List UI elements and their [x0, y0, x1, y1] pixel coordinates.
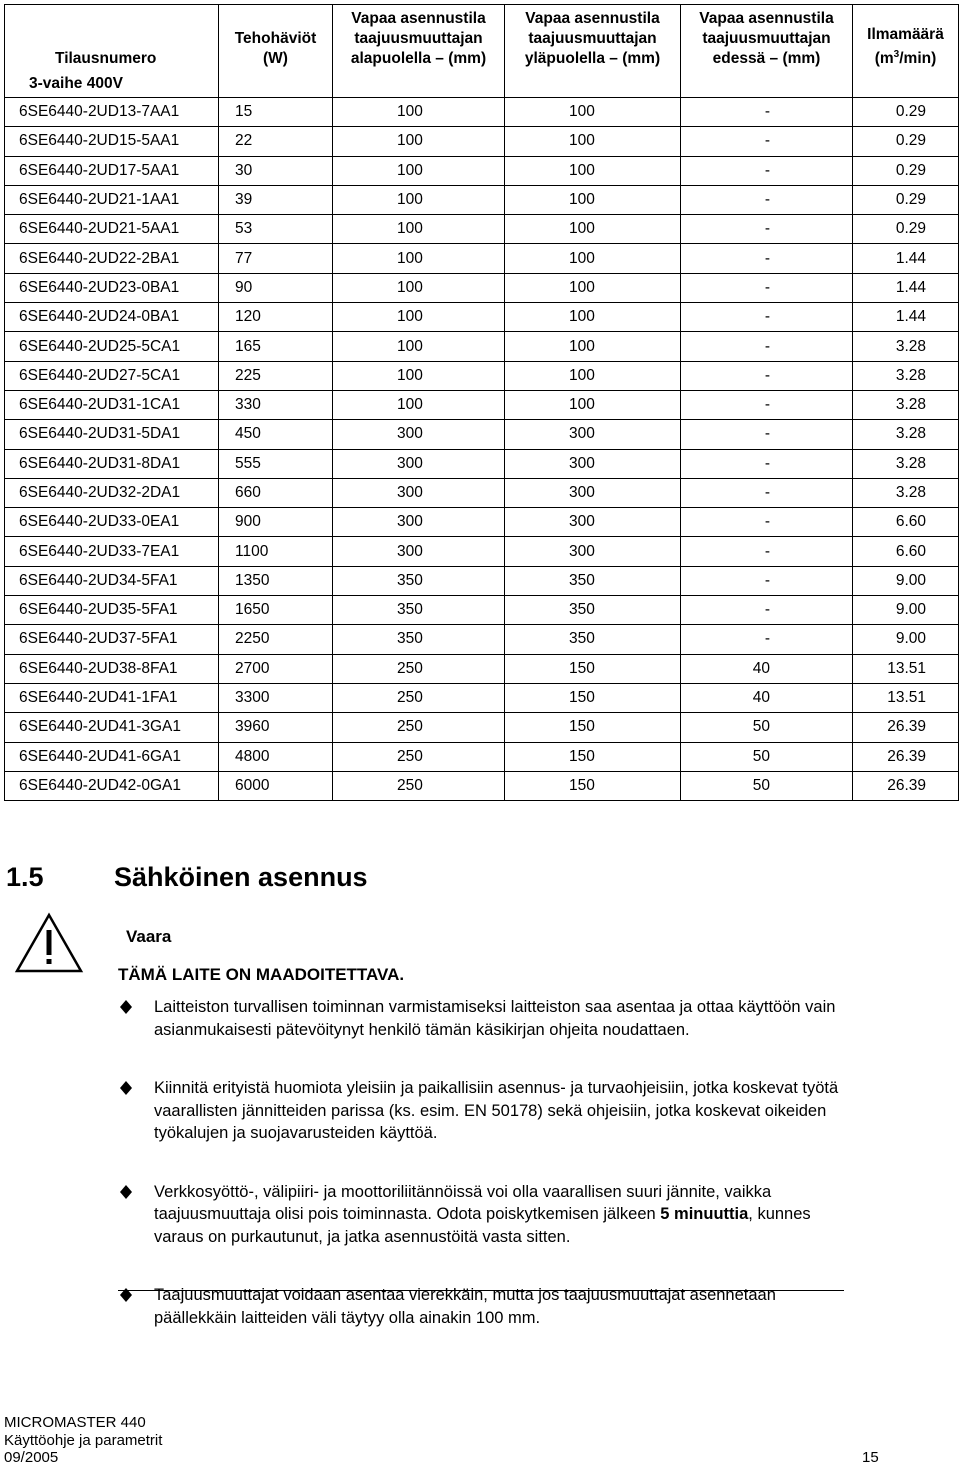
clearance-below-cell: 100 — [333, 215, 505, 244]
clearance-front-cell: - — [681, 332, 853, 361]
order-number-cell: 6SE6440-2UD32-2DA1 — [5, 478, 219, 507]
table-row — [5, 215, 959, 244]
clearance-front-cell: - — [681, 361, 853, 390]
list-item: Kiinnitä erityistä huomiota yleisiin ja paikallisiin asennus- ja turvaohjeisiin, jotka koskevat työtä vaarallisten jännitteiden parissa (ks. esim. EN 50178) sekä ohjeisiin, jotka koskevat oikeiden työkalujen ja suojavarusteiden käyttöä. — [120, 1077, 840, 1145]
header-power-loss: Tehohäviöt (W) — [219, 5, 333, 72]
clearance-front-cell: 50 — [681, 742, 853, 771]
power-loss-cell: 330 — [219, 390, 333, 419]
section-heading — [6, 862, 368, 893]
air-flow-cell: 26.39 — [853, 771, 959, 800]
clearance-front-cell: - — [681, 390, 853, 419]
air-flow-cell: 9.00 — [853, 566, 959, 595]
air-flow-cell: 9.00 — [853, 596, 959, 625]
list-item: Laitteiston turvallisen toiminnan varmistamiseksi laitteiston saa asentaa ja ottaa käyttöön vain asianmukaisesti pätevöitynyt henkilö tämän käsikirjan ohjeita noudattaen. — [120, 996, 840, 1041]
clearance-below-cell: 300 — [333, 537, 505, 566]
list-item: Verkkosyöttö-, välipiiri- ja moottoriliitännöissä voi olla vaarallisen suuri jännite, vaikka taajuusmuuttaja olisi pois toiminnasta. Odota poiskytkemisen jälkeen 5 minuuttia, kunnes varaus on purkautunut, ja jatka asennustöitä vasta sitten. — [120, 1181, 840, 1249]
order-number-cell: 6SE6440-2UD41-1FA1 — [5, 683, 219, 712]
clearance-below-cell: 300 — [333, 508, 505, 537]
power-loss-cell: 1350 — [219, 566, 333, 595]
power-loss-cell: 1650 — [219, 596, 333, 625]
power-loss-cell: 900 — [219, 508, 333, 537]
clearance-below-cell: 250 — [333, 683, 505, 712]
table-row — [5, 537, 959, 566]
power-loss-cell: 39 — [219, 185, 333, 214]
footer-product: MICROMASTER 440 — [4, 1414, 146, 1431]
power-loss-cell: 2250 — [219, 625, 333, 654]
air-flow-cell: 3.28 — [853, 478, 959, 507]
clearance-front-cell: - — [681, 127, 853, 156]
clearance-front-cell: - — [681, 215, 853, 244]
clearance-above-cell: 350 — [505, 566, 681, 595]
order-number-cell: 6SE6440-2UD37-5FA1 — [5, 625, 219, 654]
air-flow-cell: 26.39 — [853, 742, 959, 771]
clearance-front-cell: - — [681, 596, 853, 625]
clearance-below-cell: 100 — [333, 361, 505, 390]
order-number-cell: 6SE6440-2UD41-6GA1 — [5, 742, 219, 771]
table-row — [5, 596, 959, 625]
table-row — [5, 244, 959, 273]
table-row — [5, 478, 959, 507]
air-flow-cell: 0.29 — [853, 185, 959, 214]
power-loss-cell: 30 — [219, 156, 333, 185]
clearance-above-cell: 100 — [505, 303, 681, 332]
order-number-cell: 6SE6440-2UD27-5CA1 — [5, 361, 219, 390]
power-loss-cell: 15 — [219, 98, 333, 127]
table-row — [5, 98, 959, 127]
table-row — [5, 654, 959, 683]
clearance-front-cell: - — [681, 185, 853, 214]
order-number-cell: 6SE6440-2UD15-5AA1 — [5, 127, 219, 156]
clearance-front-cell: - — [681, 625, 853, 654]
clearance-above-cell: 100 — [505, 332, 681, 361]
clearance-above-cell: 150 — [505, 654, 681, 683]
clearance-above-cell: 150 — [505, 683, 681, 712]
power-loss-cell: 555 — [219, 449, 333, 478]
clearance-below-cell: 300 — [333, 420, 505, 449]
power-loss-cell: 90 — [219, 273, 333, 302]
order-number-cell: 6SE6440-2UD33-7EA1 — [5, 537, 219, 566]
diamond-bullet-icon — [120, 1081, 132, 1095]
air-flow-cell: 0.29 — [853, 127, 959, 156]
diamond-bullet-icon — [120, 1185, 132, 1199]
power-loss-cell: 3960 — [219, 713, 333, 742]
clearance-below-cell: 100 — [333, 332, 505, 361]
power-loss-cell: 1100 — [219, 537, 333, 566]
air-flow-cell: 3.28 — [853, 420, 959, 449]
clearance-front-cell: 50 — [681, 713, 853, 742]
header-clearance-front: Vapaa asennustila taajuusmuuttajan edessä – (mm) — [681, 5, 853, 72]
air-flow-cell: 6.60 — [853, 508, 959, 537]
clearance-below-cell: 250 — [333, 742, 505, 771]
table-row — [5, 625, 959, 654]
table-row — [5, 742, 959, 771]
clearance-front-cell: - — [681, 566, 853, 595]
clearance-front-cell: - — [681, 478, 853, 507]
power-loss-cell: 4800 — [219, 742, 333, 771]
clearance-front-cell: - — [681, 508, 853, 537]
clearance-below-cell: 350 — [333, 625, 505, 654]
air-flow-cell: 1.44 — [853, 244, 959, 273]
wait-time-emphasis: 5 minuuttia — [660, 1205, 749, 1223]
installation-clearance-table — [4, 4, 959, 801]
clearance-below-cell: 250 — [333, 713, 505, 742]
air-flow-cell: 3.28 — [853, 361, 959, 390]
air-flow-cell: 3.28 — [853, 332, 959, 361]
power-loss-cell: 2700 — [219, 654, 333, 683]
clearance-below-cell: 100 — [333, 98, 505, 127]
clearance-above-cell: 100 — [505, 185, 681, 214]
order-number-cell: 6SE6440-2UD31-8DA1 — [5, 449, 219, 478]
clearance-above-cell: 150 — [505, 742, 681, 771]
order-number-cell: 6SE6440-2UD23-0BA1 — [5, 273, 219, 302]
power-loss-cell: 6000 — [219, 771, 333, 800]
clearance-front-cell: - — [681, 156, 853, 185]
clearance-below-cell: 100 — [333, 156, 505, 185]
header-clearance-below: Vapaa asennustila taajuusmuuttajan alapuolella – (mm) — [333, 5, 505, 72]
clearance-above-cell: 300 — [505, 537, 681, 566]
list-item: Taajuusmuuttajat voidaan asentaa vierekkäin, mutta jos taajuusmuuttajat asennetaan päällekkäin laitteiden väli täytyy olla ainakin 100 mm. — [120, 1284, 840, 1329]
order-number-cell: 6SE6440-2UD17-5AA1 — [5, 156, 219, 185]
air-flow-cell: 13.51 — [853, 654, 959, 683]
power-loss-cell: 660 — [219, 478, 333, 507]
page-footer — [4, 1414, 162, 1467]
clearance-below-cell: 350 — [333, 596, 505, 625]
air-flow-cell: 0.29 — [853, 98, 959, 127]
clearance-front-cell: - — [681, 98, 853, 127]
table-row — [5, 566, 959, 595]
clearance-above-cell: 100 — [505, 127, 681, 156]
order-number-cell: 6SE6440-2UD38-8FA1 — [5, 654, 219, 683]
diamond-bullet-icon — [120, 1000, 132, 1014]
clearance-below-cell: 300 — [333, 478, 505, 507]
clearance-above-cell: 100 — [505, 98, 681, 127]
section-end-rule — [118, 1290, 844, 1291]
clearance-front-cell: 40 — [681, 683, 853, 712]
warning-headline: TÄMÄ LAITE ON MAADOITETTAVA. — [118, 965, 405, 984]
air-flow-cell: 9.00 — [853, 625, 959, 654]
power-loss-cell: 53 — [219, 215, 333, 244]
air-flow-cell: 6.60 — [853, 537, 959, 566]
clearance-below-cell: 250 — [333, 771, 505, 800]
table-row — [5, 127, 959, 156]
order-number-cell: 6SE6440-2UD42-0GA1 — [5, 771, 219, 800]
power-loss-cell: 77 — [219, 244, 333, 273]
power-loss-cell: 120 — [219, 303, 333, 332]
order-number-cell: 6SE6440-2UD21-5AA1 — [5, 215, 219, 244]
air-flow-cell: 0.29 — [853, 215, 959, 244]
table-row — [5, 273, 959, 302]
table-row — [5, 185, 959, 214]
air-flow-cell: 3.28 — [853, 449, 959, 478]
air-flow-cell: 1.44 — [853, 273, 959, 302]
clearance-above-cell: 100 — [505, 390, 681, 419]
clearance-above-cell: 100 — [505, 156, 681, 185]
clearance-above-cell: 300 — [505, 420, 681, 449]
clearance-below-cell: 300 — [333, 449, 505, 478]
order-number-cell: 6SE6440-2UD24-0BA1 — [5, 303, 219, 332]
order-number-cell: 6SE6440-2UD31-5DA1 — [5, 420, 219, 449]
order-number-cell: 6SE6440-2UD35-5FA1 — [5, 596, 219, 625]
power-loss-cell: 3300 — [219, 683, 333, 712]
table-row — [5, 156, 959, 185]
clearance-front-cell: - — [681, 273, 853, 302]
order-number-cell: 6SE6440-2UD33-0EA1 — [5, 508, 219, 537]
air-flow-cell: 26.39 — [853, 713, 959, 742]
clearance-below-cell: 100 — [333, 185, 505, 214]
clearance-above-cell: 350 — [505, 596, 681, 625]
air-flow-cell: 13.51 — [853, 683, 959, 712]
order-number-cell: 6SE6440-2UD21-1AA1 — [5, 185, 219, 214]
air-flow-cell: 1.44 — [853, 303, 959, 332]
table-row — [5, 683, 959, 712]
clearance-below-cell: 350 — [333, 566, 505, 595]
clearance-above-cell: 150 — [505, 771, 681, 800]
clearance-above-cell: 300 — [505, 508, 681, 537]
clearance-below-cell: 100 — [333, 390, 505, 419]
clearance-above-cell: 150 — [505, 713, 681, 742]
clearance-front-cell: - — [681, 420, 853, 449]
air-flow-cell: 3.28 — [853, 390, 959, 419]
table-header-row — [5, 5, 959, 72]
clearance-above-cell: 300 — [505, 449, 681, 478]
clearance-front-cell: 50 — [681, 771, 853, 800]
header-clearance-above: Vapaa asennustila taajuusmuuttajan yläpuolella – (mm) — [505, 5, 681, 72]
section-number: 1.5 — [6, 862, 44, 892]
clearance-front-cell: - — [681, 449, 853, 478]
header-order-number: Tilausnumero — [5, 5, 219, 72]
clearance-below-cell: 100 — [333, 127, 505, 156]
table-subheader-row — [5, 71, 959, 98]
warning-triangle-icon — [14, 912, 84, 974]
clearance-above-cell: 350 — [505, 625, 681, 654]
footer-document: Käyttöohje ja parametrit — [4, 1431, 163, 1449]
header-air-flow: Ilmamäärä $(m^3/\min)$ — [853, 5, 959, 72]
footer-date: 09/2005 — [4, 1449, 59, 1466]
clearance-above-cell: 100 — [505, 215, 681, 244]
table-row — [5, 508, 959, 537]
table-row — [5, 713, 959, 742]
order-number-cell: 6SE6440-2UD13-7AA1 — [5, 98, 219, 127]
clearance-above-cell: 300 — [505, 478, 681, 507]
warning-label: Vaara — [126, 927, 172, 946]
table-row — [5, 420, 959, 449]
power-loss-cell: 450 — [219, 420, 333, 449]
power-loss-cell: 225 — [219, 361, 333, 390]
clearance-below-cell: 100 — [333, 244, 505, 273]
clearance-above-cell: 100 — [505, 244, 681, 273]
safety-instructions-list — [120, 996, 840, 1365]
clearance-front-cell: - — [681, 537, 853, 566]
order-number-cell: 6SE6440-2UD34-5FA1 — [5, 566, 219, 595]
power-loss-cell: 22 — [219, 127, 333, 156]
clearance-front-cell: 40 — [681, 654, 853, 683]
clearance-below-cell: 250 — [333, 654, 505, 683]
clearance-front-cell: - — [681, 303, 853, 332]
air-flow-cell: 0.29 — [853, 156, 959, 185]
order-number-cell: 6SE6440-2UD31-1CA1 — [5, 390, 219, 419]
power-loss-cell: 165 — [219, 332, 333, 361]
clearance-below-cell: 100 — [333, 273, 505, 302]
clearance-front-cell: - — [681, 244, 853, 273]
clearance-above-cell: 100 — [505, 273, 681, 302]
table-row — [5, 303, 959, 332]
page-number: 15 — [862, 1449, 879, 1466]
voltage-class-label: 3-vaihe 400V — [5, 71, 219, 98]
order-number-cell: 6SE6440-2UD22-2BA1 — [5, 244, 219, 273]
order-number-cell: 6SE6440-2UD25-5CA1 — [5, 332, 219, 361]
table-body — [5, 98, 959, 801]
table-row — [5, 771, 959, 800]
table-row — [5, 449, 959, 478]
table-row — [5, 390, 959, 419]
clearance-above-cell: 100 — [505, 361, 681, 390]
order-number-cell: 6SE6440-2UD41-3GA1 — [5, 713, 219, 742]
table-row — [5, 361, 959, 390]
table-row — [5, 332, 959, 361]
clearance-below-cell: 100 — [333, 303, 505, 332]
section-title: Sähköinen asennus — [114, 862, 368, 892]
